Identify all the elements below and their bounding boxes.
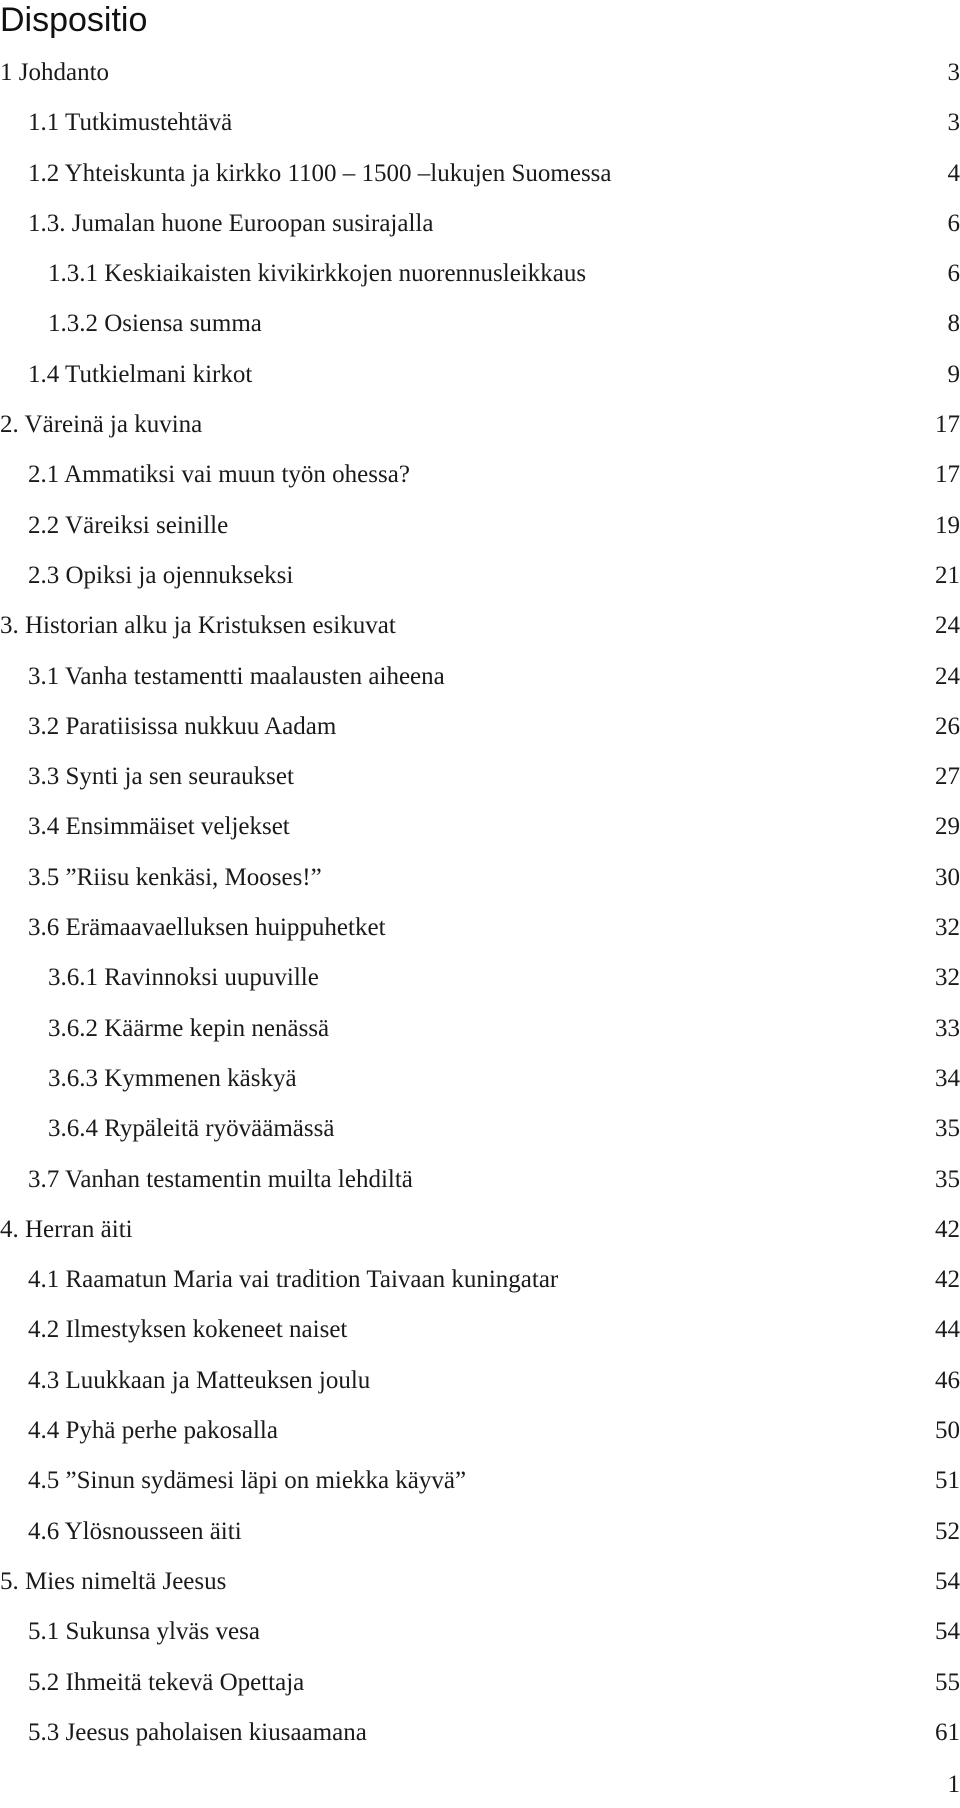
toc-entry-title: 1.4 Tutkielmani kirkot <box>28 360 253 388</box>
toc-entry <box>0 1213 960 1263</box>
toc-entry-page-number: 27 <box>935 763 960 791</box>
toc-entry-title: 3.4 Ensimmäiset veljekset <box>28 813 290 841</box>
toc-entry <box>0 810 960 860</box>
toc-entry-title: 5.3 Jeesus paholaisen kiusaamana <box>28 1718 367 1746</box>
toc-entry-title: 4.4 Pyhä perhe pakosalla <box>28 1417 278 1445</box>
toc-entry-page-number: 17 <box>935 461 960 489</box>
toc-entry <box>0 961 960 1011</box>
toc-entry-page-number: 3 <box>947 59 960 86</box>
toc-entry-page-number: 51 <box>935 1467 960 1495</box>
table-of-contents <box>0 56 960 1766</box>
toc-entry-title: 1.2 Yhteiskunta ja kirkko 1100 – 1500 –lukujen Suomessa <box>28 159 612 187</box>
toc-entry-title: 3.6 Erämaavaelluksen huippuhetket <box>28 914 386 942</box>
toc-entry-page-number: 26 <box>935 712 960 740</box>
toc-entry <box>0 710 960 760</box>
toc-entry-page-number: 54 <box>935 1618 960 1646</box>
page-number: 1 <box>947 1771 960 1798</box>
toc-entry <box>0 660 960 710</box>
toc-entry-page-number: 55 <box>935 1668 960 1696</box>
toc-entry-title: 3.6.3 Kymmenen käskyä <box>48 1064 297 1092</box>
toc-entry <box>0 257 960 307</box>
toc-entry-title: 1.3.1 Keskiaikaisten kivikirkkojen nuorennusleikkaus <box>48 260 587 288</box>
toc-entry <box>0 1112 960 1162</box>
toc-entry-title: 2.1 Ammatiksi vai muun työn ohessa? <box>28 461 410 489</box>
toc-entry <box>0 56 960 106</box>
toc-entry <box>0 509 960 559</box>
toc-entry <box>0 1313 960 1363</box>
toc-entry-title: 2.2 Väreiksi seinille <box>28 511 229 539</box>
toc-entry-title: 3.3 Synti ja sen seuraukset <box>28 763 294 791</box>
toc-entry <box>0 559 960 609</box>
toc-entry-page-number: 35 <box>935 1165 960 1193</box>
toc-entry-title: 1.1 Tutkimustehtävä <box>28 109 233 137</box>
toc-entry-title: 4.1 Raamatun Maria vai tradition Taivaan kuningatar <box>28 1266 559 1294</box>
page-title: Dispositio <box>0 1 148 39</box>
toc-entry-title: 2.3 Opiksi ja ojennukseksi <box>28 561 294 589</box>
toc-entry-page-number: 35 <box>935 1115 960 1143</box>
toc-entry-page-number: 24 <box>935 612 960 640</box>
toc-entry-title: 5.1 Sukunsa ylväs vesa <box>28 1618 260 1646</box>
toc-entry-page-number: 34 <box>935 1064 960 1092</box>
toc-entry-page-number: 54 <box>935 1567 960 1595</box>
toc-entry-title: 4.3 Luukkaan ja Matteuksen joulu <box>28 1366 371 1394</box>
toc-entry <box>0 1565 960 1615</box>
toc-entry-page-number: 21 <box>935 561 960 589</box>
toc-entry-page-number: 30 <box>935 863 960 891</box>
toc-entry-title: 4.2 Ilmestyksen kokeneet naiset <box>28 1316 348 1344</box>
toc-entry <box>0 1062 960 1112</box>
toc-entry <box>0 106 960 156</box>
toc-entry-title: 3.6.4 Rypäleitä ryöväämässä <box>48 1115 335 1143</box>
toc-entry-page-number: 6 <box>947 209 960 237</box>
toc-entry-title: 1.3. Jumalan huone Euroopan susirajalla <box>28 209 434 237</box>
toc-entry <box>0 458 960 508</box>
toc-entry <box>0 1716 960 1766</box>
toc-entry-title: 1 Johdanto <box>0 59 110 86</box>
toc-entry <box>0 1515 960 1565</box>
toc-entry-title: 3.6.2 Käärme kepin nenässä <box>48 1014 330 1042</box>
toc-entry-page-number: 32 <box>935 914 960 942</box>
toc-entry <box>0 307 960 357</box>
toc-entry-page-number: 29 <box>935 813 960 841</box>
toc-entry-page-number: 9 <box>947 360 960 388</box>
toc-entry <box>0 861 960 911</box>
toc-entry <box>0 1163 960 1213</box>
toc-entry-title: 4.6 Ylösnousseen äiti <box>28 1517 242 1545</box>
toc-entry-title: 3.2 Paratiisissa nukkuu Aadam <box>28 712 337 740</box>
toc-entry-page-number: 44 <box>935 1316 960 1344</box>
toc-entry-page-number: 32 <box>935 964 960 992</box>
toc-entry-title: 1.3.2 Osiensa summa <box>48 310 262 338</box>
toc-entry-page-number: 19 <box>935 511 960 539</box>
toc-entry <box>0 1464 960 1514</box>
toc-entry <box>0 157 960 207</box>
toc-entry-title: 3.6.1 Ravinnoksi uupuville <box>48 964 319 992</box>
toc-entry-page-number: 17 <box>935 411 960 439</box>
toc-entry-page-number: 46 <box>935 1366 960 1394</box>
toc-entry-title: 3.1 Vanha testamentti maalausten aiheena <box>28 662 445 690</box>
toc-entry-title: 4. Herran äiti <box>0 1215 133 1243</box>
toc-entry-page-number: 42 <box>935 1266 960 1294</box>
toc-entry <box>0 1364 960 1414</box>
toc-entry-title: 3. Historian alku ja Kristuksen esikuvat <box>0 612 396 640</box>
toc-entry-title: 5. Mies nimeltä Jeesus <box>0 1567 227 1595</box>
toc-entry <box>0 207 960 257</box>
toc-entry <box>0 1615 960 1665</box>
toc-entry-page-number: 33 <box>935 1014 960 1042</box>
toc-entry-page-number: 4 <box>947 159 960 187</box>
toc-entry <box>0 760 960 810</box>
toc-entry-page-number: 61 <box>935 1718 960 1746</box>
toc-entry-page-number: 8 <box>947 310 960 338</box>
toc-entry-page-number: 24 <box>935 662 960 690</box>
toc-entry <box>0 408 960 458</box>
toc-entry-title: 5.2 Ihmeitä tekevä Opettaja <box>28 1668 305 1696</box>
toc-entry <box>0 1666 960 1716</box>
toc-entry-title: 3.5 ”Riisu kenkäsi, Mooses!” <box>28 863 322 891</box>
toc-entry <box>0 609 960 659</box>
toc-entry <box>0 358 960 408</box>
toc-entry <box>0 911 960 961</box>
toc-entry <box>0 1414 960 1464</box>
toc-entry-page-number: 52 <box>935 1517 960 1545</box>
toc-entry <box>0 1012 960 1062</box>
toc-entry-page-number: 6 <box>947 260 960 288</box>
toc-entry-page-number: 50 <box>935 1417 960 1445</box>
toc-entry-title: 2. Väreinä ja kuvina <box>0 411 203 439</box>
toc-entry-page-number: 3 <box>947 109 960 137</box>
toc-entry <box>0 1263 960 1313</box>
toc-entry-title: 3.7 Vanhan testamentin muilta lehdiltä <box>28 1165 413 1193</box>
toc-entry-title: 4.5 ”Sinun sydämesi läpi on miekka käyvä” <box>28 1467 467 1495</box>
toc-entry-page-number: 42 <box>935 1215 960 1243</box>
